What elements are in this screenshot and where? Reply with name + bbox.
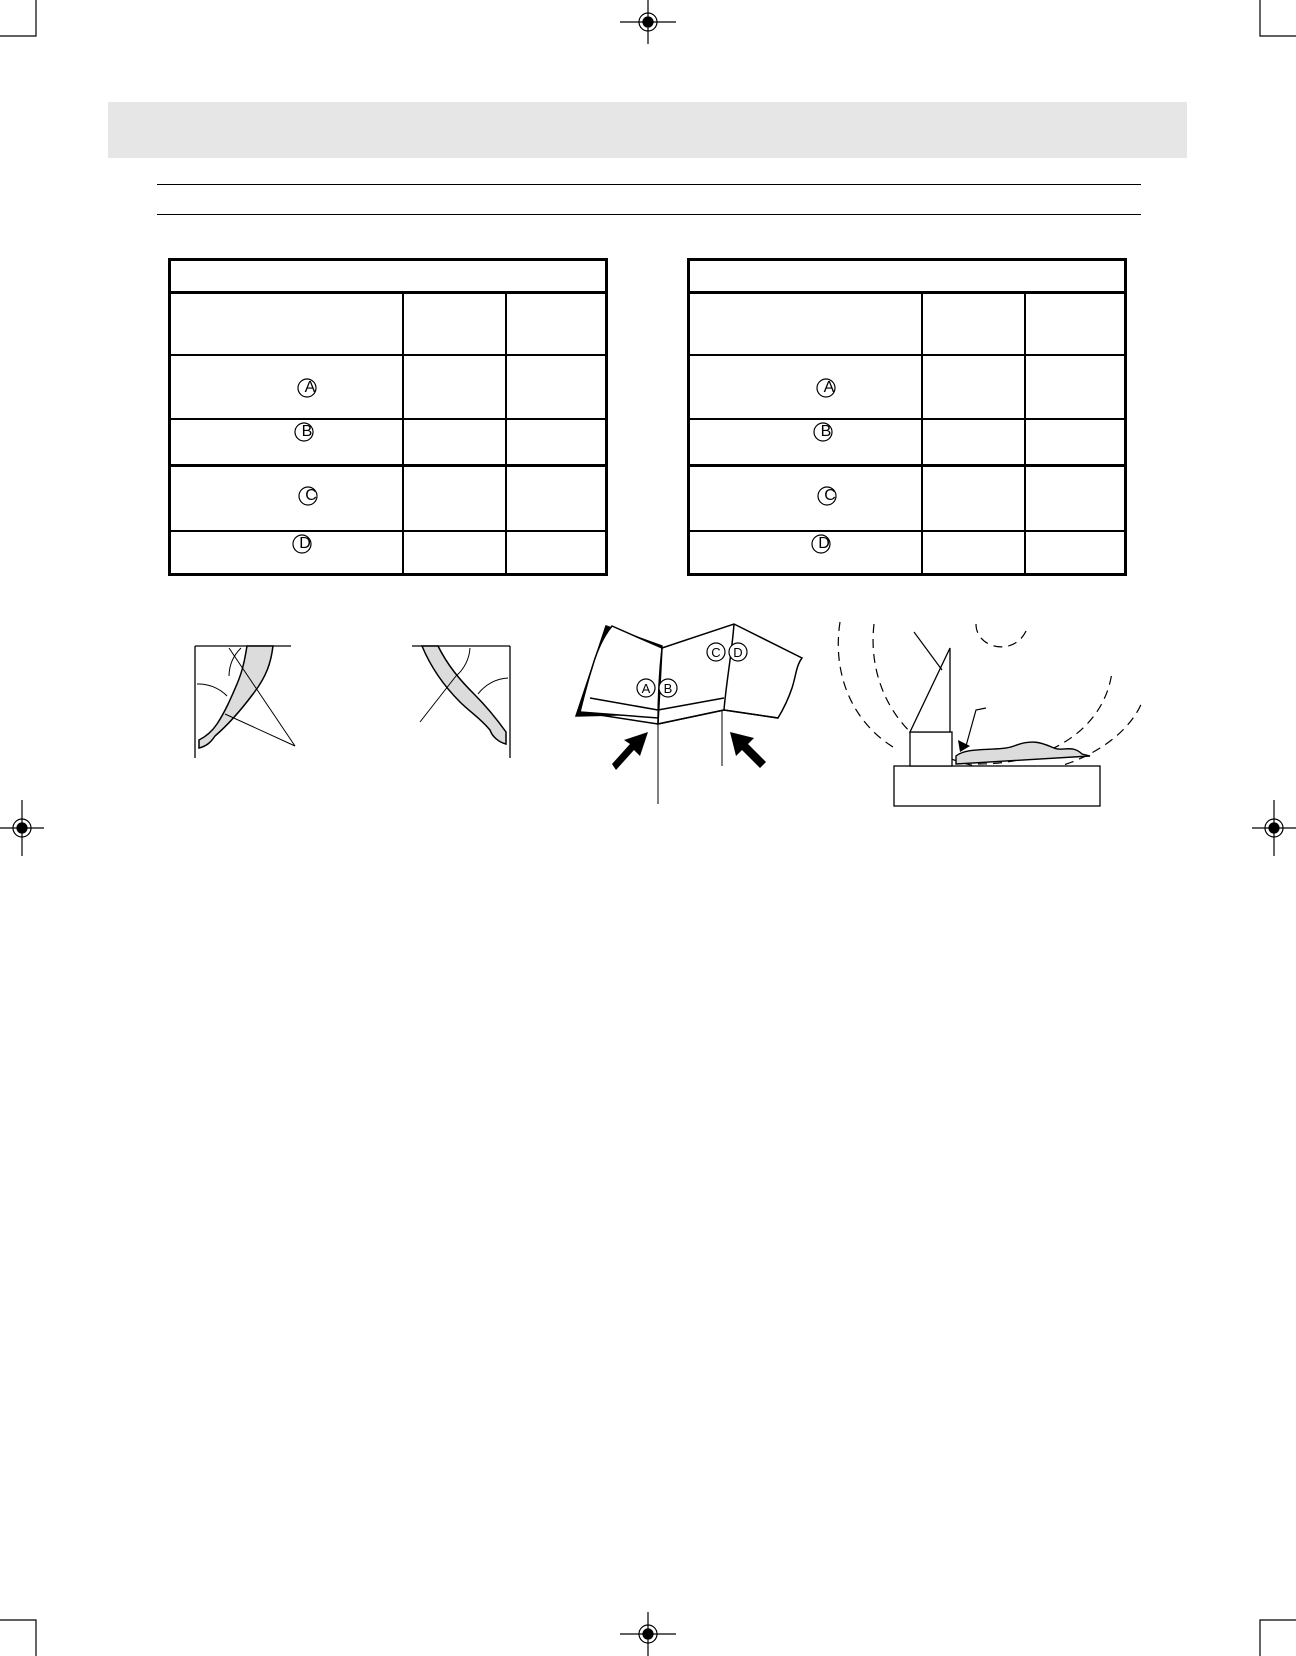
pointer-line — [966, 708, 986, 746]
angle-arc — [197, 684, 227, 696]
saw-blade-guard — [910, 648, 950, 732]
label-text: B — [820, 423, 832, 440]
fence — [910, 732, 952, 766]
crop-mark-bottom-right — [1260, 1620, 1296, 1656]
molding-workpiece — [956, 742, 1090, 764]
crop-mark-bottom-left — [0, 1620, 36, 1656]
angle-arc — [229, 648, 241, 676]
blade-arc — [1006, 702, 1142, 774]
direction-arrows — [612, 732, 766, 770]
registration-mark-bottom — [620, 1612, 676, 1656]
label-text: C — [711, 645, 721, 660]
molding-profile-left-figure — [185, 636, 305, 766]
label-text: C — [824, 487, 836, 504]
label-text: A — [641, 681, 651, 696]
blade-arc — [838, 622, 898, 750]
molding-profile-right — [422, 646, 506, 744]
label-text: A — [823, 379, 835, 396]
label-text: B — [301, 423, 313, 440]
arrow-left — [612, 732, 648, 770]
pointer-line — [420, 676, 456, 722]
table-label-circles — [0, 0, 1296, 700]
registration-mark-right — [1252, 800, 1296, 856]
label-text: D — [818, 535, 830, 552]
arrow-right — [730, 732, 766, 768]
pointer-line — [914, 632, 942, 670]
saw-table-figure — [838, 614, 1144, 814]
saw-table — [894, 766, 1100, 806]
label-text: A — [304, 379, 316, 396]
angle-arc — [478, 678, 508, 694]
label-text: C — [305, 487, 317, 504]
label-text: D — [299, 535, 311, 552]
molding-profile-right-figure — [408, 636, 524, 766]
label-text: B — [663, 681, 673, 696]
blade-arc — [976, 624, 1028, 647]
registration-mark-left — [0, 800, 44, 856]
angle-arc — [456, 648, 470, 676]
pointer-arrowhead — [958, 740, 970, 752]
molding-right-face — [658, 624, 802, 724]
corner-molding-figure — [570, 614, 810, 814]
label-text: D — [733, 645, 743, 660]
